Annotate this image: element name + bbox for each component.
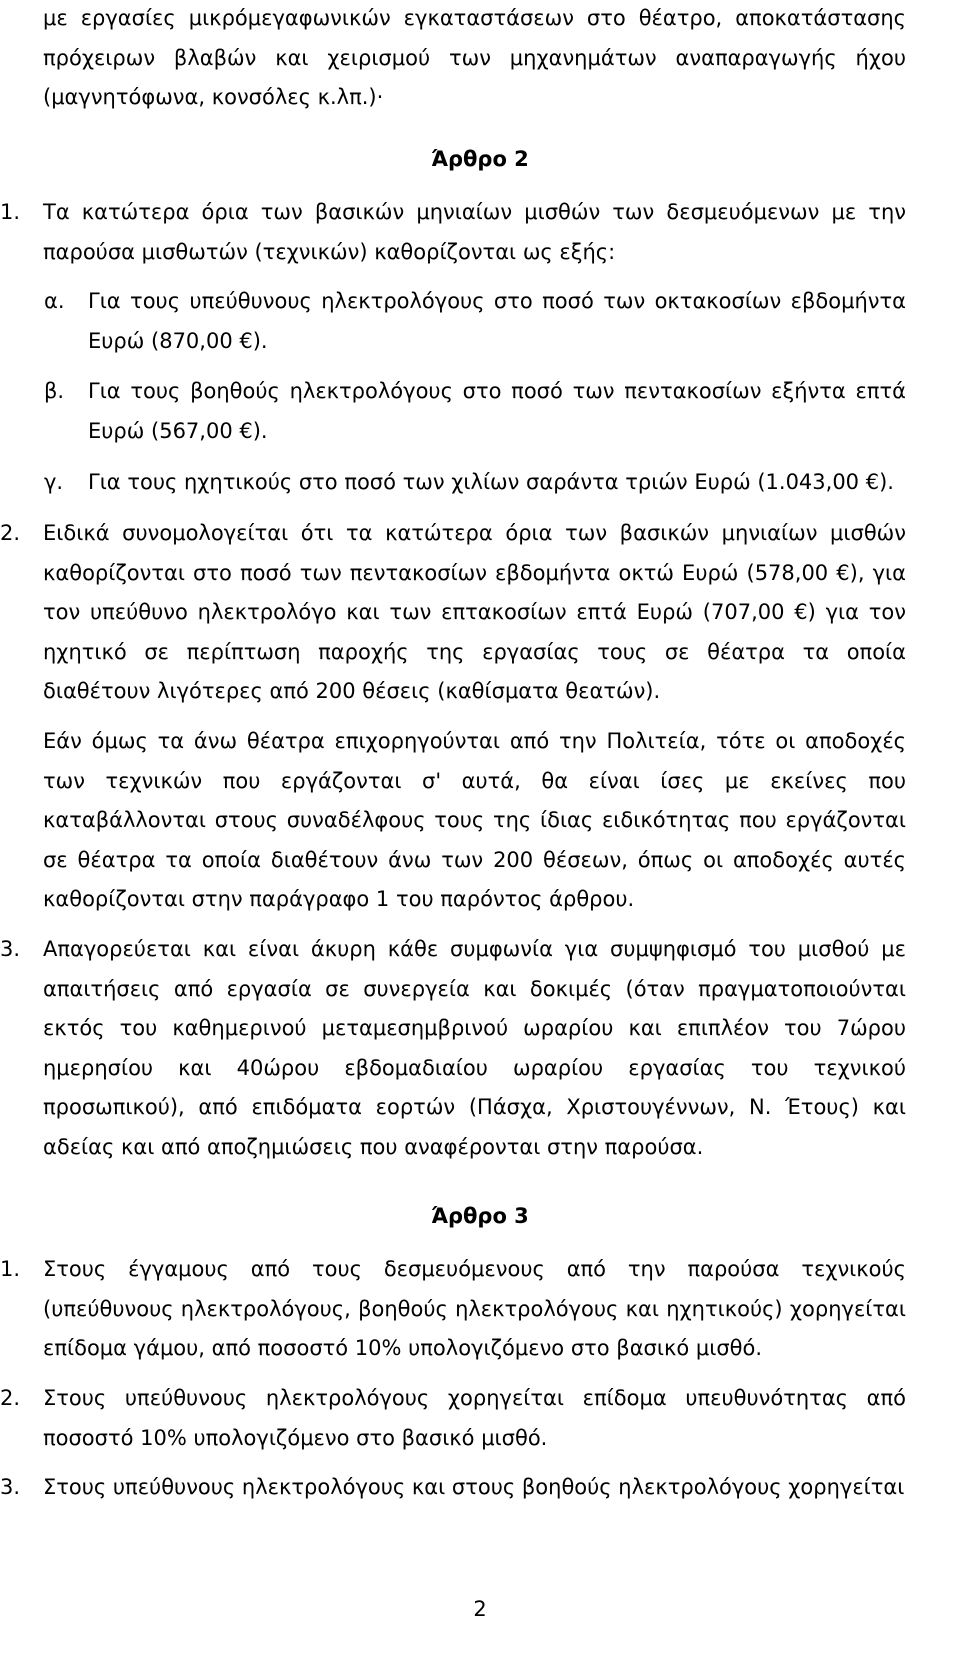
article-2-paragraph-2 [0,514,960,712]
paragraph-number: 1. [0,1257,21,1281]
article-3-paragraph-1 [0,1250,960,1369]
list-item-text: Για τους ηχητικούς στο ποσό των χιλίων σαράντα τριών Ευρώ (1.043,00 €). [88,470,894,494]
article-3-paragraph-2 [0,1379,960,1458]
list-item-beta [0,372,960,451]
list-item-text: Για τους υπεύθυνους ηλεκτρολόγους στο ποσό των οκτακοσίων εβδομήντα Ευρώ (870,00 €). [88,289,906,353]
article-2-paragraph-3 [0,930,960,1167]
list-item-text: Για τους βοηθούς ηλεκτρολόγους στο ποσό των πεντακοσίων εξήντα επτά Ευρώ (567,00 €). [88,379,906,443]
article-3-heading: Άρθρο 3 [431,1204,529,1228]
paragraph-number: 2. [0,521,21,545]
list-item-alpha [0,282,960,361]
article-2-paragraph-1 [0,193,960,272]
intro-text: με εργασίες μικρόμεγαφωνικών εγκαταστάσεων στο θέατρο, αποκατάστασης πρόχειρων βλαβών και χειρισμού των μηχανημάτων αναπαραγωγής ήχου (μαγνητόφωνα, κονσόλες κ.λπ.)· [43,6,906,109]
paragraph-number: 2. [0,1386,21,1410]
list-item-label: α. [44,289,65,313]
paragraph-text: Στους υπεύθυνους ηλεκτρολόγους και στους βοηθούς ηλεκτρολόγους χορηγείται [43,1475,905,1499]
paragraph-number: 3. [0,1475,21,1499]
paragraph-text: Στους έγγαμους από τους δεσμευόμενους από την παρούσα τεχνικούς (υπεύθυνους ηλεκτρολόγους, βοηθούς ηλεκτρολόγους και ηχητικούς) χορηγείται επίδομα γάμου, από ποσοστό 10% υπολογιζόμενο στο βασικό μισθό. [43,1257,906,1360]
paragraph-text: Ειδικά συνομολογείται ότι τα κατώτερα όρια των βασικών μηνιαίων μισθών καθορίζονται στο ποσό των πεντακοσίων εβδομήντα οκτώ Ευρώ (578,00 €), για τον υπεύθυνο ηλεκτρολόγο και των επτακοσίων επτά Ευρώ (707,00 €) για τον ηχητικό σε περίπτωση παροχής της εργασίας τους σε θέατρα τα οποία διαθέτουν λιγότερες από 200 θέσεις (καθίσματα θεατών). [43,521,906,703]
paragraph-number: 1. [0,200,21,224]
paragraph-text: Εάν όμως τα άνω θέατρα επιχορηγούνται από την Πολιτεία, τότε οι αποδοχές των τεχνικών που εργάζονται σ' αυτά, θα είναι ίσες με εκείνες που καταβάλλονται στους συναδέλφους τους της ίδιας ειδικότητας που εργάζονται σε θέατρα τα οποία διαθέτουν άνω των 200 θέσεων, όπως οι αποδοχές αυτές καθορίζονται στην παράγραφο 1 του παρόντος άρθρου. [43,729,906,911]
intro-paragraph [0,0,960,118]
paragraph-text: Απαγορεύεται και είναι άκυρη κάθε συμφωνία για συμψηφισμό του μισθού με απαιτήσεις από εργασία σε συνεργεία και δοκιμές (όταν πραγματοποιούνται εκτός του καθημερινού μεταμεσημβρινού ωραρίου και επιπλέον του 7ώρου ημερησίου και 40ώρου εβδομαδιαίου ωραρίου εργασίας του τεχνικού προσωπικού), από επιδόματα εορτών (Πάσχα, Χριστουγέννων, Ν. Έτους) και αδείας και από αποζημιώσεις που αναφέρονται στην παρούσα. [43,937,906,1159]
paragraph-text: Τα κατώτερα όρια των βασικών μηνιαίων μισθών των δεσμευόμενων με την παρούσα μισθωτών (τεχνικών) καθορίζονται ως εξής: [43,200,906,264]
article-2-paragraph-2-continued [0,722,960,920]
article-3-paragraph-3 [0,1468,960,1508]
page-number: 2 [473,1597,487,1621]
article-2-heading: Άρθρο 2 [431,147,529,171]
list-item-gamma [0,463,960,503]
list-item-label: β. [44,379,65,403]
paragraph-text: Στους υπεύθυνους ηλεκτρολόγους χορηγείται επίδομα υπευθυνότητας από ποσοστό 10% υπολογιζόμενο στο βασικό μισθό. [43,1386,906,1450]
paragraph-number: 3. [0,937,21,961]
list-item-label: γ. [44,470,64,494]
